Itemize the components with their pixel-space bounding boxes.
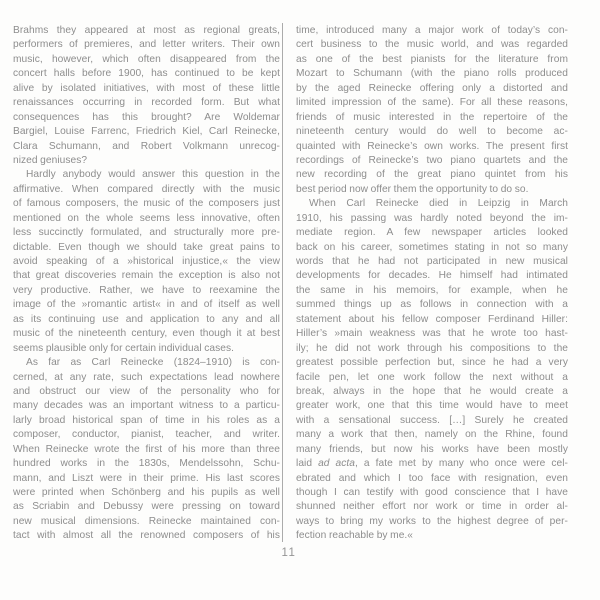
- text-line: laid ad acta, a fate met by many who once were cel-: [296, 458, 569, 470]
- text-line: as Scriabin and Debussy were pressing on toward: [13, 501, 280, 513]
- text-line: avoid speaking of a »historical injustice,« the view: [13, 256, 280, 267]
- text-line: with a sensational success. […] Surely he created: [296, 414, 568, 426]
- text-line: shunned neither effort nor work or time in order al-: [296, 501, 568, 513]
- text-line: affirmative. When compared directly with the music: [13, 183, 280, 195]
- text-line: tact with almost all the renowned composers of his: [13, 530, 280, 542]
- text-line: back on his career, sometimes stating in not so many: [296, 241, 568, 253]
- text-line: dictable. Even though we should take great pains to: [13, 241, 280, 253]
- text-line: summed things up as follows in connection with a: [296, 299, 568, 311]
- text-line: of famous composers, the music of the composers just: [13, 198, 280, 210]
- text-line: by the aged Reinecke offering only a distorted and: [296, 82, 568, 94]
- text-line: cert business to the music world, and was regarded: [296, 39, 568, 51]
- text-line: mediate region. A few newspaper articles looked: [296, 227, 568, 239]
- left-text-column: [13, 24, 280, 544]
- text-line: less succinctly formulated, and structurally more pre-: [13, 227, 280, 239]
- text-line: statement about his fellow composer Ferdinand Hiller:: [296, 313, 568, 325]
- text-line: new musical dimensions. Reinecke maintained con-: [13, 515, 280, 527]
- text-line: ily; he did not work through his compositions to the: [296, 342, 568, 354]
- text-line: developments for decades. He himself had intimated: [296, 270, 568, 282]
- text-line: composer, conductor, pianist, teacher, and writer.: [13, 429, 280, 441]
- page-number: 11: [281, 547, 297, 559]
- text-line: very productive. Rather, we have to reexamine the: [13, 284, 280, 296]
- text-line: as its continuing use and application to any and all: [13, 313, 280, 325]
- text-line: that great discoveries remain the exception is also not: [13, 270, 280, 282]
- text-line: Hardly anybody would answer this question in the: [26, 169, 280, 181]
- text-line: When Reinecke wrote the first of his more than three: [13, 443, 280, 455]
- text-line: consequences has this brought? Are Woldemar: [13, 111, 280, 123]
- text-line: greatest possible perfection but, since he had a very: [296, 357, 568, 369]
- text-line: many decades was an important witness to a particu-: [13, 400, 280, 412]
- text-line: were printed when Schönberg and his pupils as well: [13, 487, 280, 498]
- text-line: concert halls before 1900, has continued to be kept: [13, 68, 280, 80]
- text-line: limited impression of the same). For all these reasons,: [296, 97, 568, 109]
- text-line: facile pen, let one work follow the next without a: [296, 371, 568, 383]
- text-line: cerned, at any rate, such expectations lead nowhere: [13, 371, 280, 383]
- text-line: mentioned on the whole seems less innovative, often: [13, 212, 280, 224]
- text-line: music of the nineteenth century, even though it at best: [13, 328, 280, 340]
- text-line: ebrated and which I too face with resignation, even: [296, 472, 568, 484]
- text-line: larly broad historical span of time in his roles as a: [13, 414, 280, 426]
- text-line: alive by isolated initiatives, with most of these little: [13, 82, 280, 94]
- text-line: many friends, but now his works have been mostly: [296, 443, 568, 455]
- right-text-column: [296, 24, 568, 544]
- text-line: the same in his memoirs, for example, when he: [296, 284, 568, 296]
- text-line: friends of music interested in the repertoire of the: [296, 111, 568, 123]
- text-line: seems plausible only for certain individual cases.: [13, 342, 234, 354]
- text-line: and obstruct our view of the personality who for: [13, 385, 280, 397]
- text-line: hundred works in the 1830s, Mendelssohn, Schu-: [13, 458, 280, 470]
- text-line: new recording of the great piano quintet from his: [296, 169, 568, 181]
- text-line: image of the »romantic artist« in and of itself as well: [13, 299, 280, 311]
- text-line: quainted with Reinecke’s own works. The present first: [296, 140, 568, 152]
- text-line: many a work that then, namely on the Rhine, found: [296, 429, 568, 441]
- text-line: Mozart to Schumann (with the piano rolls produced: [296, 68, 568, 80]
- text-line: best period now offer them the opportunity to do so.: [296, 183, 529, 195]
- text-line: nineteenth century would do well to become ac-: [296, 126, 568, 138]
- text-line: as one of the best pianists for the literature from: [296, 53, 568, 65]
- column-divider-rule: [282, 23, 283, 542]
- text-line: 1910, his passing was hardly noted beyond the im-: [296, 212, 568, 224]
- text-line: renaissances occurring in recorded form. But what: [13, 97, 280, 109]
- text-line: fection reachable by me.«: [296, 530, 414, 542]
- text-line: though I can testify with good conscience that I have: [296, 487, 568, 498]
- text-line: ways to bring my works to the highest degree of per-: [296, 515, 568, 527]
- text-line: As far as Carl Reinecke (1824–1910) is con-: [26, 357, 280, 369]
- text-line: performers of premieres, and letter writers. Their own: [13, 39, 280, 51]
- text-line: mann, and Liszt were in their prime. His last scores: [13, 472, 280, 484]
- text-line: Bargiel, Louise Farrenc, Friedrich Kiel, Carl Reinecke,: [13, 126, 280, 138]
- text-line: recordings of Reinecke’s two piano quartets and the: [296, 154, 568, 166]
- text-line: Hiller’s »main weakness was that he wrote too hast-: [296, 328, 568, 340]
- text-line: greater work, one that this time would have to meet: [296, 400, 568, 412]
- text-line: music, however, which often disappeared from the: [13, 53, 280, 65]
- text-line: Clara Schumann, and Robert Volkmann unrecog-: [13, 140, 280, 152]
- text-line: When Carl Reinecke died in Leipzig in March: [309, 198, 568, 210]
- text-line: words that he had not participated in new musical: [296, 256, 568, 267]
- text-line: nized geniuses?: [13, 154, 88, 166]
- text-line: Brahms they appeared at most as regional greats,: [13, 25, 280, 36]
- text-line: break, always in the hope that he would create a: [296, 385, 568, 397]
- text-line: time, introduced many a major work of today’s con-: [296, 25, 568, 36]
